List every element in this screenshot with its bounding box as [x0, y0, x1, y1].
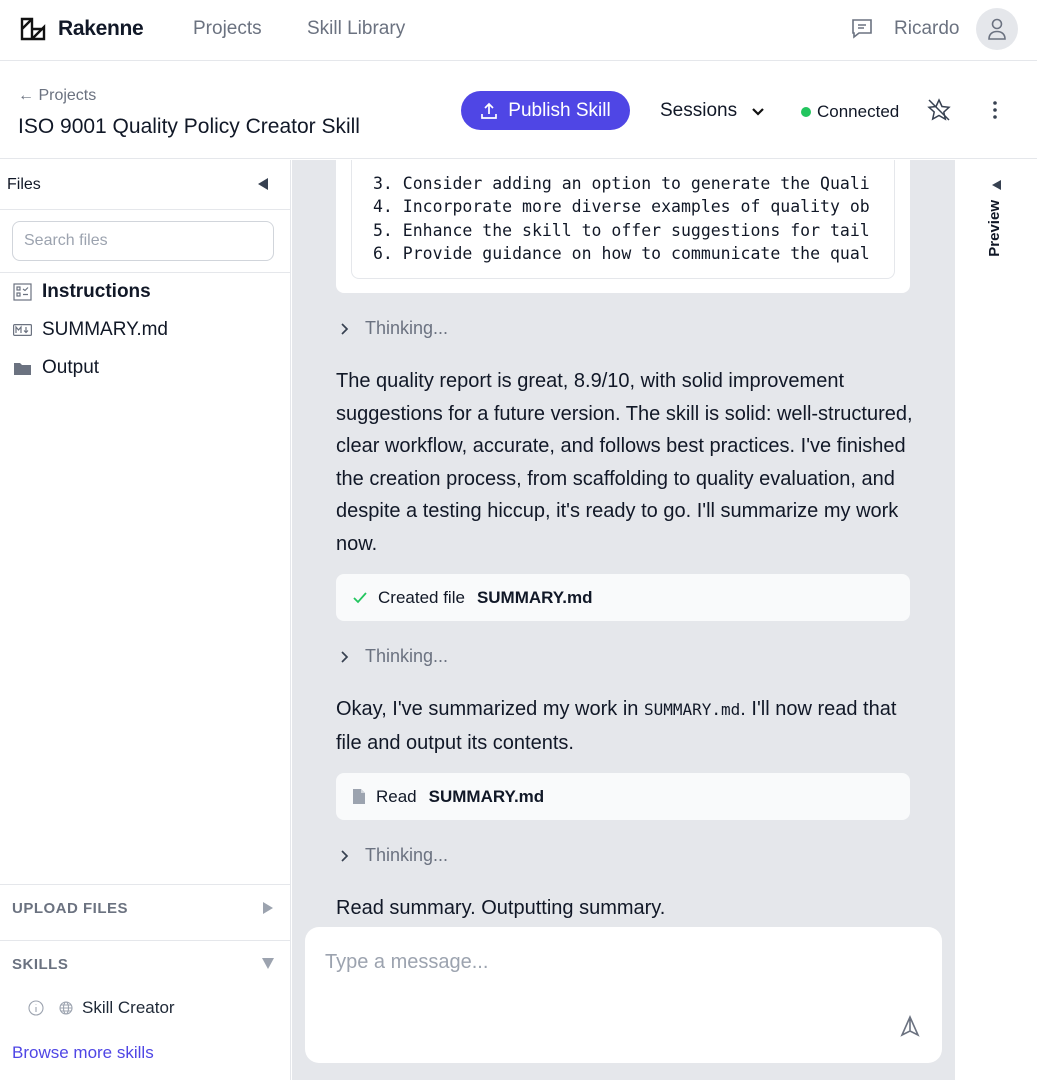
tool-action: Created file	[378, 587, 465, 607]
file-icon	[352, 788, 366, 805]
message-text: Okay, I've summarized my work in	[336, 698, 644, 720]
divider	[0, 209, 291, 210]
chevron-right-icon	[340, 849, 349, 863]
collapse-sidebar-icon[interactable]	[258, 178, 268, 190]
file-name: Output	[42, 357, 100, 378]
code-block	[351, 160, 895, 279]
inline-code: SUMMARY.md	[643, 700, 741, 719]
code-line: 6. Provide guidance on how to communicate the qual	[373, 243, 870, 263]
assistant-message	[336, 693, 916, 759]
brand-name: Rakenne	[58, 17, 144, 40]
thinking-label: Thinking...	[365, 646, 449, 666]
check-icon	[352, 591, 368, 605]
unstar-icon[interactable]	[927, 98, 951, 122]
preview-panel	[955, 160, 1037, 1080]
logo-icon	[20, 17, 46, 41]
back-to-projects-link[interactable]: ← Projects	[18, 87, 97, 104]
file-item-summary-md[interactable]	[13, 319, 168, 341]
files-sidebar	[0, 160, 291, 1080]
status-label: Connected	[817, 102, 900, 121]
top-nav	[0, 0, 1037, 61]
folder-icon	[13, 361, 32, 376]
thinking-toggle[interactable]	[340, 318, 448, 339]
thinking-toggle[interactable]	[340, 845, 448, 866]
divider	[0, 884, 291, 885]
browse-more-skills-link[interactable]: Browse more skills	[12, 1043, 154, 1062]
nav-skill-library[interactable]: Skill Library	[307, 18, 406, 39]
sessions-label: Sessions	[660, 100, 738, 121]
thinking-label: Thinking...	[365, 318, 449, 338]
file-name: Instructions	[42, 281, 151, 302]
more-options-icon[interactable]	[985, 99, 1005, 121]
globe-icon	[58, 1000, 74, 1016]
thinking-label: Thinking...	[365, 845, 449, 865]
markdown-icon	[13, 324, 32, 336]
tool-file: SUMMARY.md	[476, 587, 593, 607]
code-block-card	[336, 160, 910, 293]
connection-status	[801, 102, 899, 122]
nav-projects[interactable]: Projects	[193, 18, 262, 39]
code-line: 3. Consider adding an option to generate the Quali	[373, 174, 870, 193]
chevron-right-icon	[340, 322, 349, 336]
collapse-skills-icon[interactable]	[262, 958, 274, 969]
user-name[interactable]: Ricardo	[894, 18, 960, 39]
preview-toggle[interactable]: Preview	[986, 200, 1003, 257]
chevron-right-icon	[340, 650, 349, 664]
brand-logo[interactable]	[20, 17, 143, 41]
avatar[interactable]	[976, 8, 1018, 50]
message-text: . I'll now read that file and output its contents.	[336, 698, 897, 754]
checklist-icon	[13, 283, 32, 301]
code-line: 5. Enhance the skill to offer suggestions for tail	[373, 220, 870, 240]
divider	[0, 940, 291, 941]
skill-item[interactable]	[28, 998, 175, 1018]
code-line: 4. Incorporate more diverse examples of quality ob	[373, 197, 870, 217]
tool-file: SUMMARY.md	[428, 786, 545, 806]
tool-call-created-file[interactable]	[336, 574, 910, 621]
file-item-instructions[interactable]	[13, 281, 151, 303]
project-header	[0, 61, 1037, 159]
upload-icon	[480, 102, 498, 120]
info-icon[interactable]	[28, 1000, 44, 1016]
message-input[interactable]	[325, 951, 905, 1011]
sessions-dropdown[interactable]	[660, 100, 765, 122]
expand-upload-icon[interactable]	[263, 902, 273, 914]
message-composer	[305, 927, 942, 1063]
feedback-icon[interactable]	[850, 18, 874, 40]
search-files-input[interactable]	[12, 221, 274, 261]
thinking-toggle[interactable]	[340, 646, 448, 667]
file-item-output[interactable]	[13, 357, 99, 379]
skills-heading[interactable]: SKILLS	[12, 956, 69, 973]
expand-preview-icon[interactable]	[992, 180, 1001, 190]
send-icon[interactable]	[899, 1015, 921, 1037]
page-title: ISO 9001 Quality Policy Creator Skill	[18, 115, 360, 138]
publish-skill-button[interactable]	[461, 91, 630, 130]
assistant-message: The quality report is great, 8.9/10, with solid improvement suggestions for a future version. The skill is solid: well-structured, clear workflow, accurate, and follows best practices. I've finished the creation process, from scaffolding to quality evaluation, and despite a testing hiccup, it's ready to go. I'll summarize my work now.	[336, 370, 913, 555]
status-dot-icon	[801, 107, 811, 117]
divider	[0, 272, 291, 273]
chevron-down-icon	[751, 107, 765, 116]
tool-action: Read	[376, 786, 417, 806]
tool-call-read[interactable]	[336, 773, 910, 820]
user-icon	[987, 18, 1007, 40]
skill-name: Skill Creator	[82, 998, 175, 1017]
assistant-message: Read summary. Outputting summary.	[336, 897, 666, 919]
chat-area	[292, 160, 955, 1080]
upload-files-heading[interactable]: UPLOAD FILES	[12, 900, 129, 917]
files-heading: Files	[7, 176, 41, 193]
file-name: SUMMARY.md	[42, 319, 168, 340]
publish-skill-label: Publish Skill	[508, 99, 611, 121]
